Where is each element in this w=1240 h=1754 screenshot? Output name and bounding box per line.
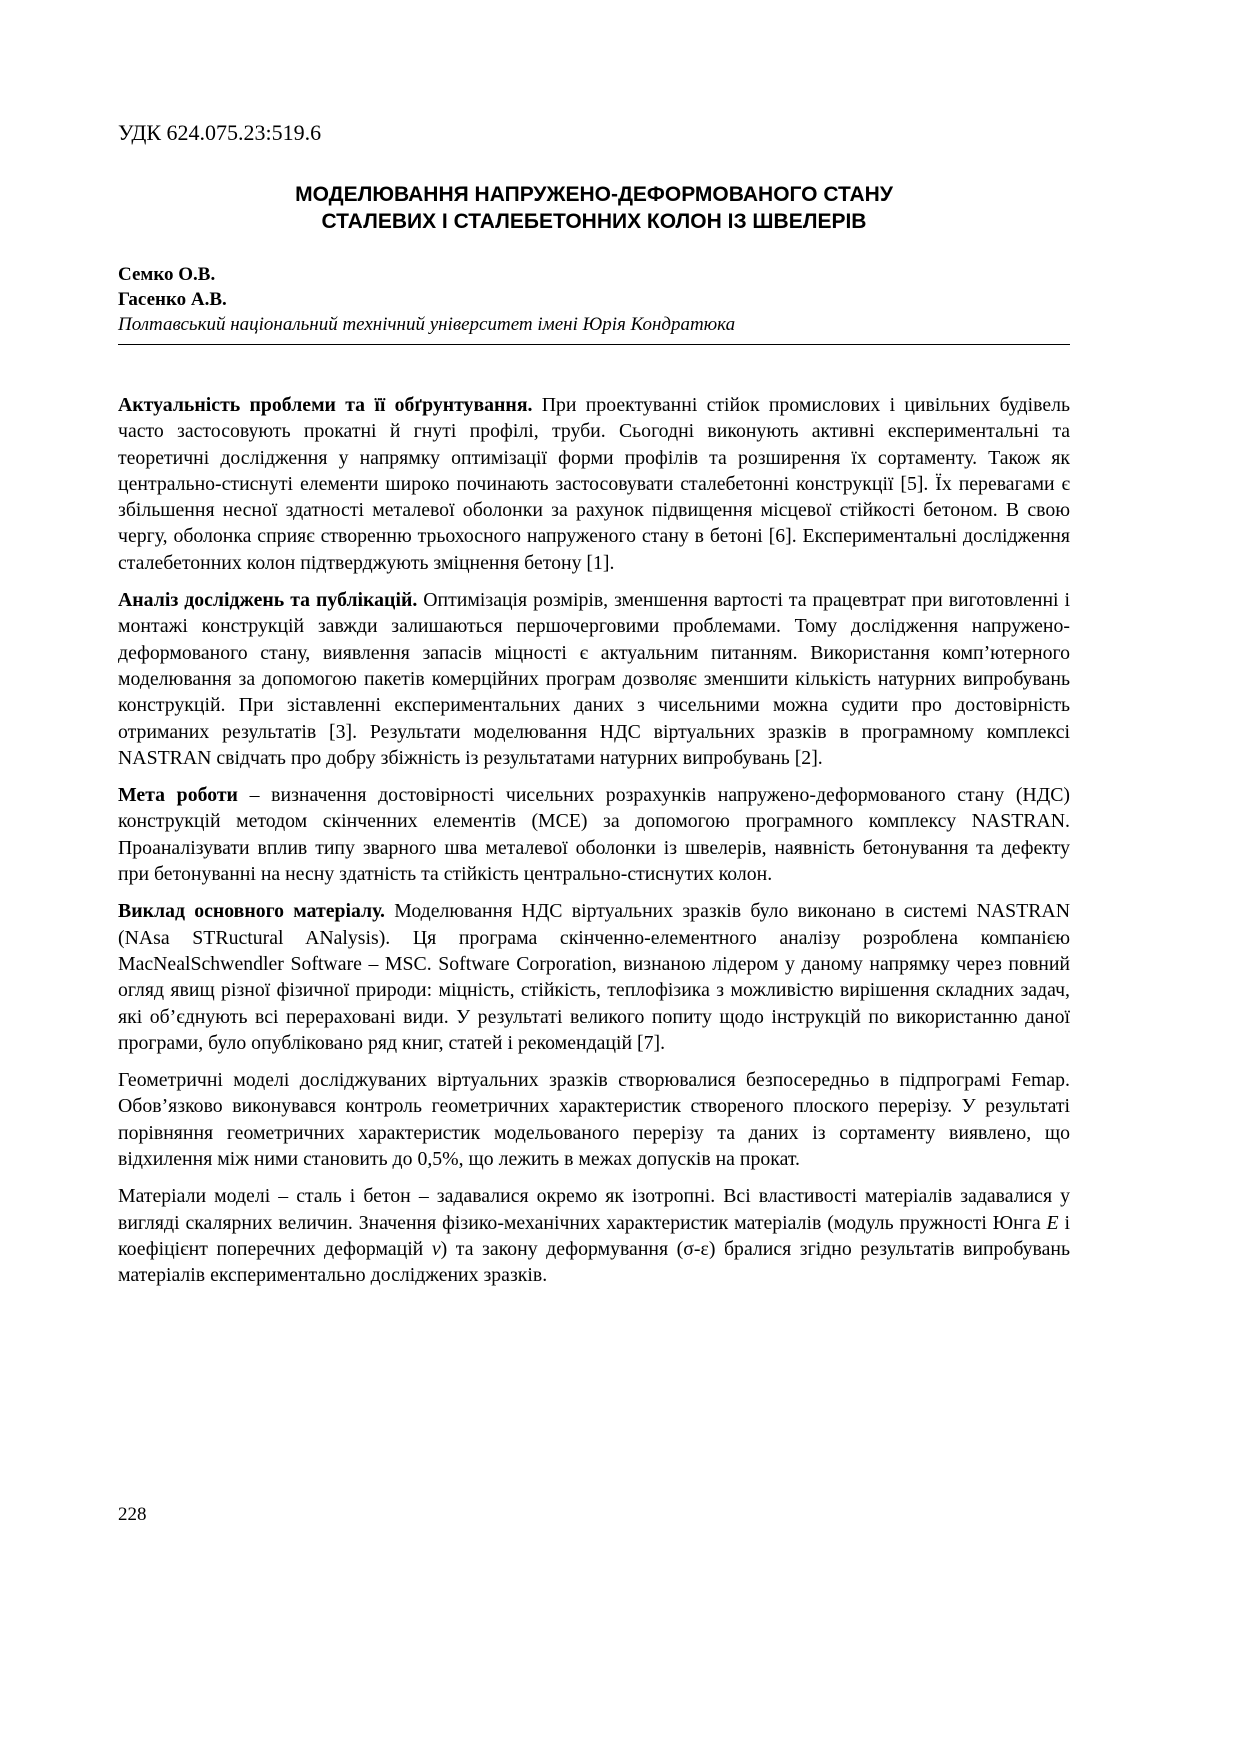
paragraph-text: Оптимізація розмірів, зменшення вартості та працевтрат при виготовленні і монтажі конструкцій завжди залишаються першочерговими проблемами. Тому дослідження напружено-деформованого стану, виявлення запасів міцності є актуальним питанням. Використання комп’ютерного моделювання за допомогою пакетів комерційних програм дозволяє зменшити кількість натурних випробувань конструкцій. При зіставленні експериментальних даних з чисельними можна судити про достовірність отриманих результатів [3]. Результати моделювання НДС віртуальних зразків в програмному комплексі NASTRAN свідчать про добру збіжність із результатами натурних випробувань [2].: [118, 589, 1071, 769]
paragraph-text: Геометричні моделі досліджуваних віртуальних зразків створювалися безпосередньо в підпрограмі Femap. Обов’язково виконувався контроль геометричних характеристик створеного плоского перерізу. У результаті порівняння геометричних характеристик модельованого перерізу та даних із сортаменту виявлено, що відхилення між ними становить до 0,5%, що лежить в межах допусків на прокат.: [118, 1069, 1070, 1171]
paragraph-materials: [118, 1183, 1070, 1288]
symbol-poisson-ratio: ν: [431, 1237, 441, 1260]
paragraph-lead: Актуальність проблеми та її обґрунтування.: [118, 394, 533, 416]
paragraph-analysis: [118, 587, 1070, 771]
paragraph-geometry: [118, 1067, 1070, 1172]
paragraph-text: При проектуванні стійок промислових і цивільних будівель часто застосовують прокатні й гнуті профілі, труби. Сьогодні виконують активні експериментальні та теоретичні дослідження у напрямку оптимізації форми профілів та розширення їх сортаменту. Також як центрально-стиснуті елементи широко починають застосовувати сталебетонні конструкції [5]. Їх перевагами є збільшення несної здатності металевої оболонки за рахунок підвищення місцевої стійкості бетоном. В свою чергу, оболонка сприяє створенню трьохосного напруженого стану в бетоні [6]. Експериментальні дослідження сталебетонних колон підтверджують зміцнення бетону [1].: [118, 394, 1070, 574]
paragraph-lead: Виклад основного матеріалу.: [118, 900, 386, 923]
paragraph-text: Моделювання НДС віртуальних зразків було виконано в системі NASTRAN (NAsa STRuctural ANalysis). Ця програма скінченно-елементного аналізу розроблена компанією MacNealSchwendler Software – MSC. Software Corporation, визнаною лідером у даному напрямку через повний огляд явищ різної фізичної природи: міцність, стійкість, теплофізика з можливістю вирішення складних задач, які об’єднують всі перераховані види. У результаті великого попиту щодо інструкцій по використанню даної програми, було опубліковано ряд книг, статей і рекомендацій [7].: [118, 900, 1071, 1054]
title-line-2: СТАЛЕВИХ І СТАЛЕБЕТОННИХ КОЛОН ІЗ ШВЕЛЕРІВ: [321, 210, 867, 233]
paragraph-text: і коефіцієнт поперечних деформацій: [118, 1211, 1070, 1260]
page-number: 228: [118, 1504, 147, 1525]
paragraph-text: Матеріали моделі – сталь і бетон – задавалися окремо як ізотропні. Всі властивості матеріалів задавалися у вигляді скалярних величин. Значення фізико-механічних характеристик матеріалів (модуль пружності Юнга: [118, 1185, 1070, 1234]
paragraph-goal: [118, 782, 1070, 887]
paragraph-text: – визначення достовірності чисельних розрахунків напружено-деформованого стану (НДС) конструкцій методом скінченних елементів (МСЕ) за допомогою програмного комплексу NASTRAN. Проаналізувати вплив типу зварного шва металевої оболонки із швелерів, наявність бетонування та дефекту при бетонуванні на несну здатність та стійкість центрально-стиснутих колон.: [118, 784, 1070, 886]
paragraph-main-material: [118, 898, 1070, 1056]
author-2: Гасенко А.В.: [118, 289, 227, 310]
paragraph-text: ) та закону деформування (σ-ε) бралися згідно результатів випробувань матеріалів експериментально досліджених зразків.: [118, 1237, 1070, 1287]
udk-code: УДК 624.075.23:519.6: [118, 120, 322, 145]
paragraph-lead: Аналіз досліджень та публікацій.: [118, 589, 418, 612]
article-body: [118, 392, 1070, 1300]
authors-block: [118, 262, 735, 337]
title-line-1: МОДЕЛЮВАННЯ НАПРУЖЕНО-ДЕФОРМОВАНОГО СТАНУ: [295, 183, 893, 206]
header-divider: [118, 344, 1070, 345]
paragraph-relevance: [118, 392, 1070, 576]
paragraph-lead: Мета роботи: [118, 784, 238, 807]
article-title: [118, 181, 1070, 235]
author-1: Семко О.В.: [118, 264, 216, 285]
symbol-young-modulus: E: [1046, 1211, 1059, 1234]
affiliation: Полтавський національний технічний університет імені Юрія Кондратюка: [118, 314, 736, 335]
